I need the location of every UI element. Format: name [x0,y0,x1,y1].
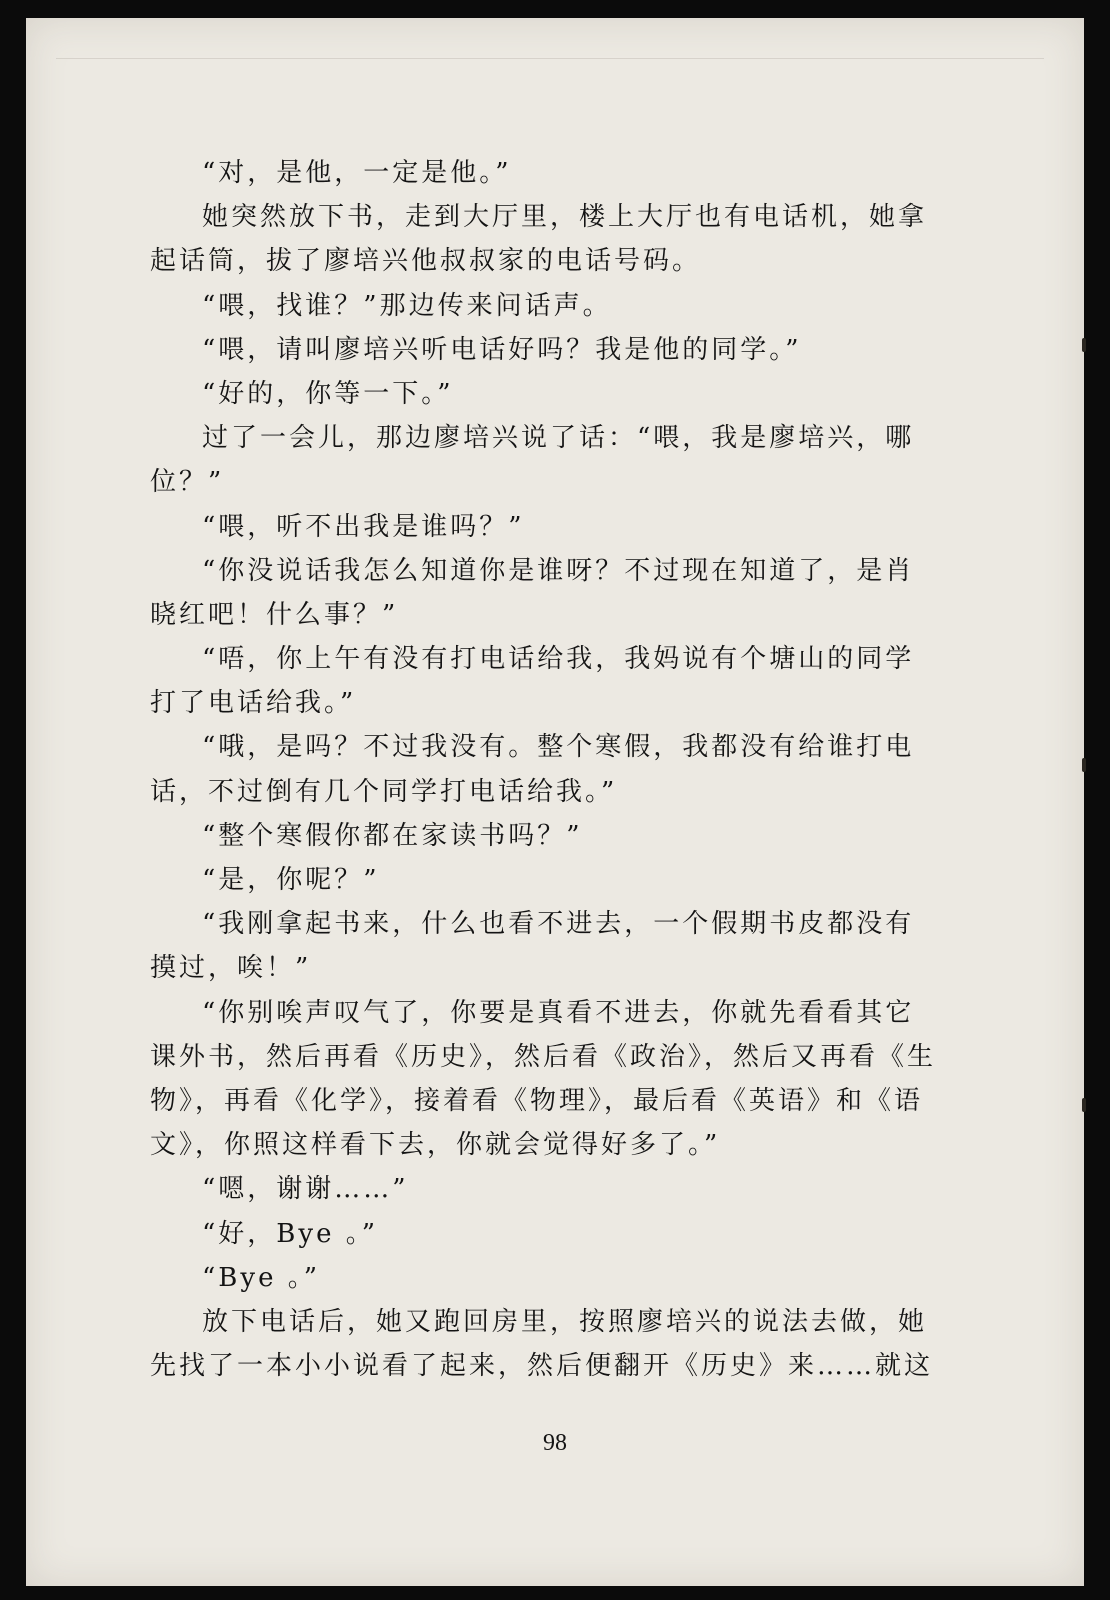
text-line: “是，你呢？” [202,865,380,895]
text-line: 先找了一本小小说看了起来，然后便翻开《历史》来……就这 [150,1351,934,1382]
text-line: 晓红吧！什么事？” [150,599,399,630]
text-line: 文》，你照这样看下去，你就会觉得好多了。” [150,1130,721,1161]
text-line: “喂，请叫廖培兴听电话好吗？我是他的同学。” [202,334,802,365]
text-line: “你没说话我怎么知道你是谁呀？不过现在知道了，是肖 [202,555,915,586]
text-line: “对，是他，一定是他。” [202,158,512,188]
text-line: 放下电话后，她又跑回房里，按照廖培兴的说法去做，她 [202,1306,928,1337]
text-line: “我刚拿起书来，什么也看不进去，一个假期书皮都没有 [202,909,915,940]
text-line: 摸过，唉！” [150,953,312,984]
text-line: “你别唉声叹气了，你要是真看不进去，你就先看看其它 [202,997,915,1028]
paper-edge-mark [1082,1098,1086,1112]
text-line: 过了一会儿，那边廖培兴说了话：“喂，我是廖培兴，哪 [202,423,915,454]
text-line: “哦，是吗？不过我没有。整个寒假，我都没有给谁打电 [202,732,915,763]
text-line: “好，Bye 。” [202,1218,379,1249]
text-line: “喂，找谁？”那边传来问话声。 [202,290,612,321]
body-text [150,151,990,1388]
text-line: 物》，再看《化学》，接着看《物理》，最后看《英语》和《语 [150,1085,924,1116]
text-line: “整个寒假你都在家读书吗？” [202,820,583,851]
text-line: “喂，听不出我是谁吗？” [202,511,525,542]
text-line: 起话筒，拔了廖培兴他叔叔家的电话号码。 [150,246,702,277]
text-line: 她突然放下书，走到大厅里，楼上大厅也有电话机，她拿 [202,202,928,233]
paper-edge-mark [1082,338,1086,352]
text-line: “嗯，谢谢……” [202,1174,409,1205]
book-page [26,18,1084,1586]
text-line: 位？” [150,467,225,498]
text-line: 话，不过倒有几个同学打电话给我。” [150,776,618,807]
text-line: “Bye 。” [202,1262,321,1293]
paper-edge-mark [1082,758,1086,772]
text-line: 课外书，然后再看《历史》，然后看《政治》，然后又再看《生 [150,1041,937,1072]
text-line: “唔，你上午有没有打电话给我，我妈说有个塘山的同学 [202,644,915,675]
page-number: 98 [543,1430,567,1456]
text-line: “好的，你等一下。” [202,378,454,409]
text-line: 打了电话给我。” [150,688,357,719]
